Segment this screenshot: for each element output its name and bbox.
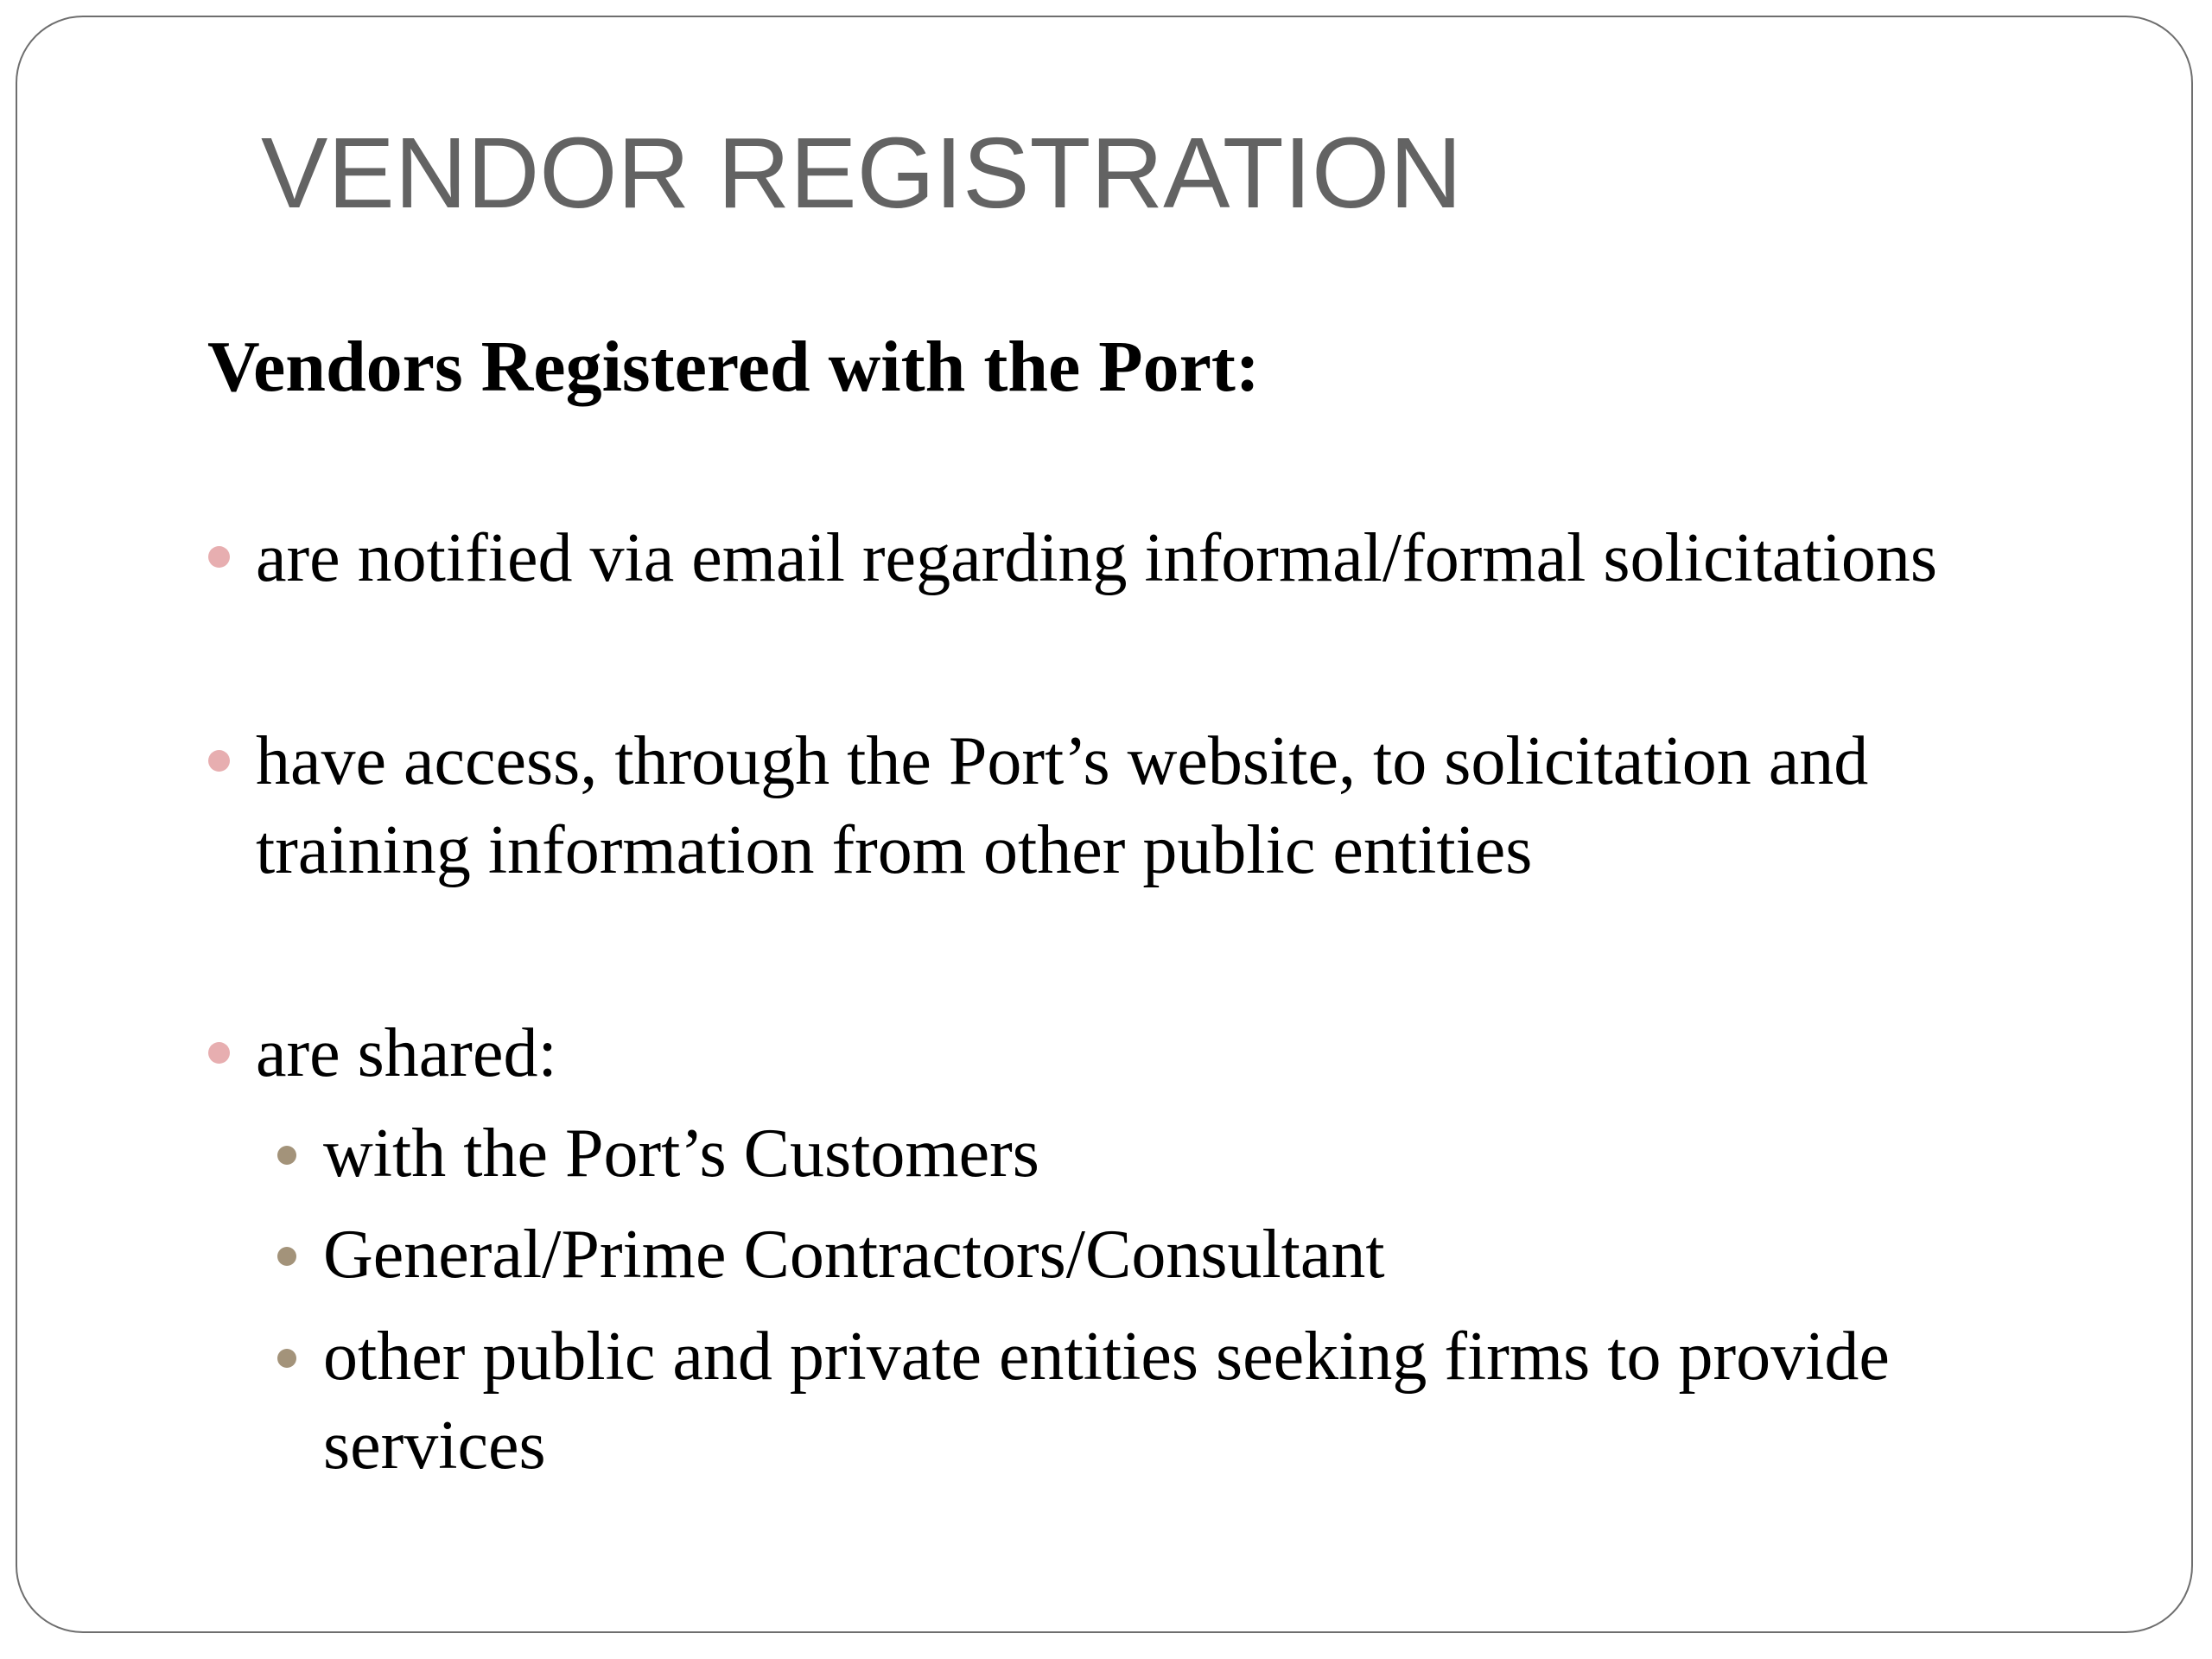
sub-bullet-text: services: [323, 1408, 546, 1484]
sub-bullet-dot-icon: [277, 1349, 296, 1368]
sub-bullet-text: other public and private entities seeking firms to provide: [323, 1319, 1890, 1395]
slide-title: VENDOR REGISTRATION: [261, 117, 1462, 229]
bullet-text: have access, through the Port’s website, to solicitation and: [256, 723, 1869, 799]
bullet-dot-icon: [208, 1042, 230, 1064]
bullet-dot-icon: [208, 750, 230, 772]
slide-frame: [16, 16, 2193, 1633]
bullet-text: are shared:: [256, 1015, 557, 1091]
subheading: Vendors Registered with the Port:: [207, 327, 1260, 407]
sub-bullet-text: General/Prime Contractors/Consultant: [323, 1217, 1385, 1293]
bullet-text: training information from other public entities: [256, 812, 1533, 888]
bullet-dot-icon: [208, 546, 230, 568]
sub-bullet-dot-icon: [277, 1146, 296, 1165]
sub-bullet-text: with the Port’s Customers: [323, 1116, 1039, 1192]
bullet-text: are notified via email regarding informal/formal solicitations: [256, 520, 1938, 596]
sub-bullet-dot-icon: [277, 1247, 296, 1266]
